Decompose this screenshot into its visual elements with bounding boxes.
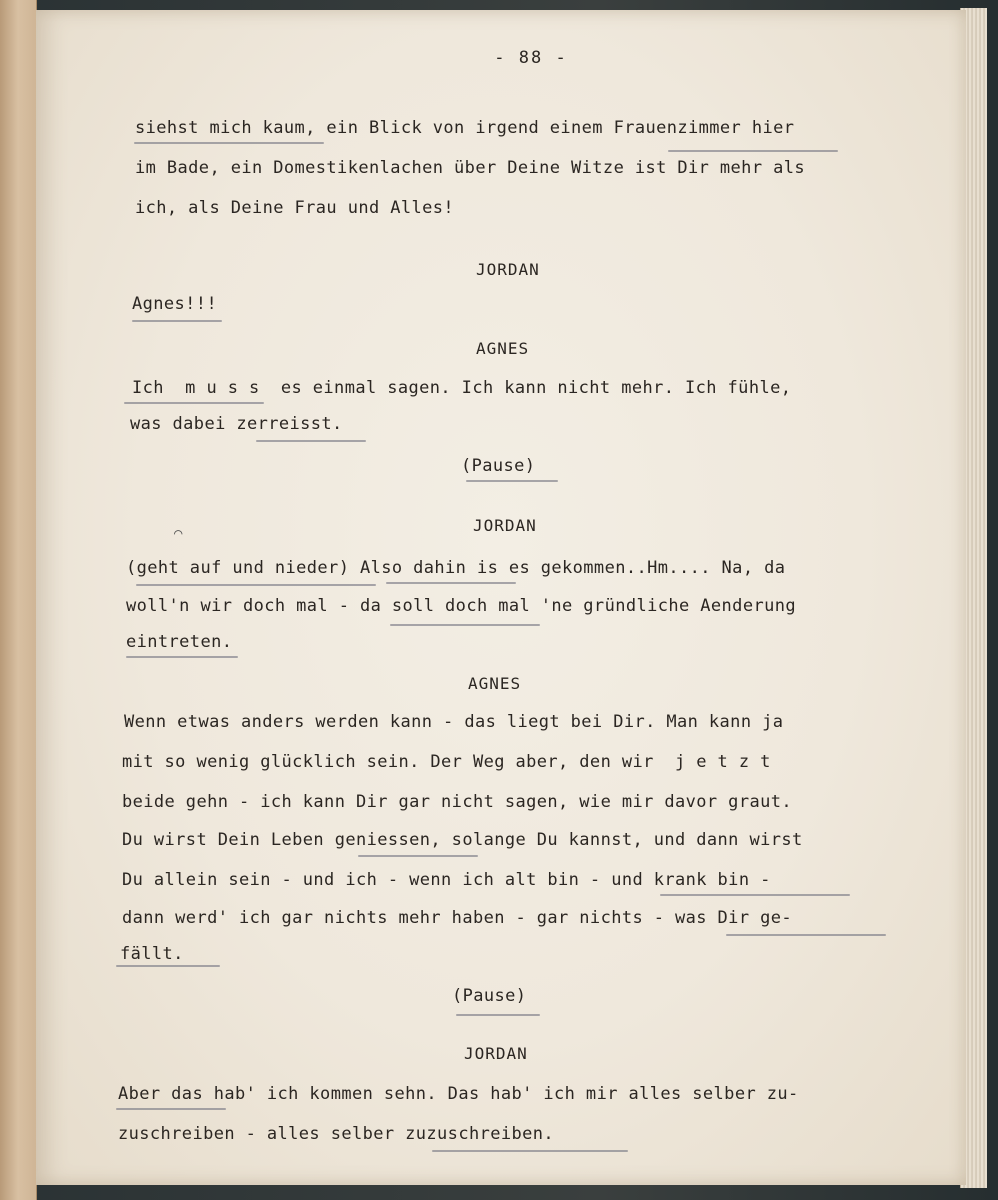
pencil-underline — [124, 402, 264, 404]
text-line: Du allein sein - und ich - wenn ich alt bin - und krank bin - — [122, 870, 771, 890]
pencil-underline — [456, 1014, 540, 1016]
text-line: beide gehn - ich kann Dir gar nicht sagen, wie mir davor graut. — [122, 792, 792, 812]
book-spine — [0, 0, 37, 1200]
pencil-underline — [132, 320, 222, 322]
speaker-name: AGNES — [468, 674, 522, 693]
pencil-mark: ◠ — [174, 526, 183, 542]
pencil-underline — [116, 965, 220, 967]
pencil-underline — [358, 855, 478, 857]
page-number: - 88 - — [494, 48, 568, 68]
pencil-underline — [432, 1150, 628, 1152]
text-line: (geht auf und nieder) Also dahin is es gekommen..Hm.... Na, da — [126, 558, 786, 578]
text-line: Ich m u s s es einmal sagen. Ich kann nicht mehr. Ich fühle, — [132, 378, 792, 398]
speaker-name: JORDAN — [464, 1044, 528, 1063]
text-line: was dabei zerreisst. — [130, 414, 343, 434]
pencil-underline — [134, 142, 324, 144]
pencil-underline — [126, 656, 238, 658]
text-line: siehst mich kaum, ein Blick von irgend einem Frauenzimmer hier — [135, 118, 795, 138]
speaker-name: AGNES — [476, 339, 530, 358]
speaker-name: JORDAN — [473, 516, 537, 535]
speaker-name: JORDAN — [476, 260, 540, 279]
text-line: im Bade, ein Domestikenlachen über Deine Witze ist Dir mehr als — [135, 158, 805, 178]
text-line: fällt. — [120, 944, 184, 964]
text-line: Agnes!!! — [132, 294, 218, 314]
text-line: woll'n wir doch mal - da soll doch mal 'ne gründliche Aenderung — [126, 596, 796, 616]
text-line: dann werd' ich gar nichts mehr haben - gar nichts - was Dir ge- — [122, 908, 792, 928]
pencil-underline — [668, 150, 838, 152]
stage-direction: (Pause) — [452, 986, 527, 1006]
text-line: zuschreiben - alles selber zuzuschreiben. — [118, 1124, 555, 1144]
typewritten-page — [36, 10, 966, 1185]
text-line: Du wirst Dein Leben geniessen, solange Du kannst, und dann wirst — [122, 830, 803, 850]
text-line: eintreten. — [126, 632, 233, 652]
pencil-underline — [726, 934, 886, 936]
pencil-underline — [136, 584, 376, 586]
pencil-underline — [390, 624, 540, 626]
pencil-underline — [386, 582, 516, 584]
stage-direction: (Pause) — [461, 456, 536, 476]
text-line: Wenn etwas anders werden kann - das liegt bei Dir. Man kann ja — [124, 712, 784, 732]
pencil-underline — [660, 894, 850, 896]
text-line: mit so wenig glücklich sein. Der Weg aber, den wir j e t z t — [122, 752, 771, 772]
text-line: Aber das hab' ich kommen sehn. Das hab' ich mir alles selber zu- — [118, 1084, 799, 1104]
pencil-underline — [116, 1108, 226, 1110]
pencil-underline — [466, 480, 558, 482]
text-line: ich, als Deine Frau und Alles! — [135, 198, 455, 218]
pencil-underline — [256, 440, 366, 442]
